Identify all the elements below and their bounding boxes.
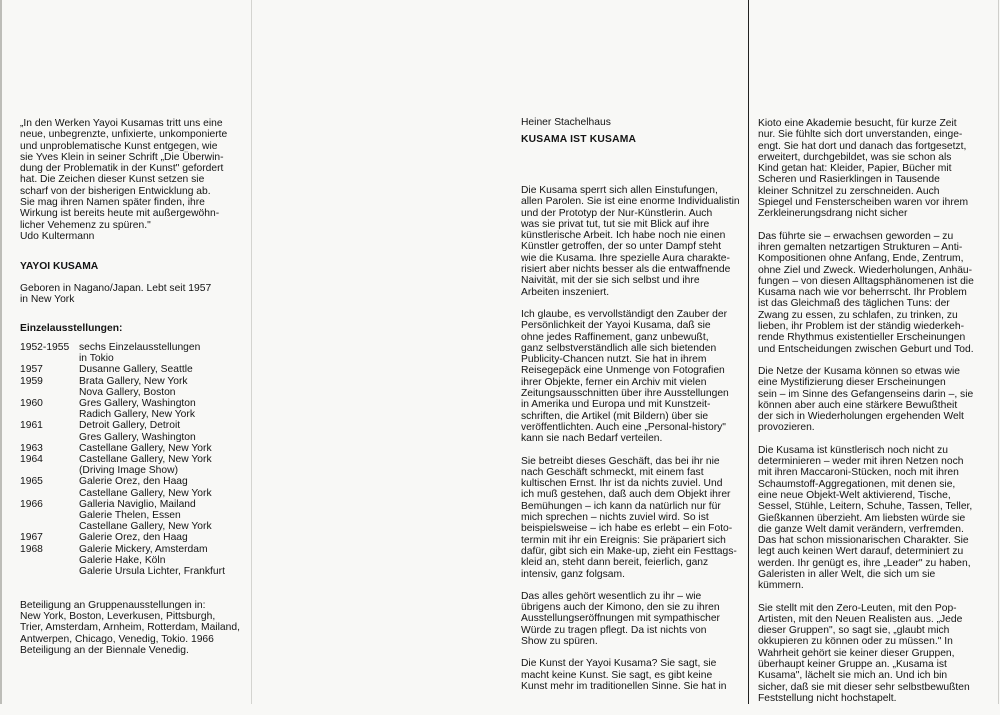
- exhibition-venues: Castellane Gallery, New York: [79, 442, 212, 454]
- artist-name-heading: YAYOI KUSAMA: [20, 261, 99, 272]
- essay-author: Heiner Stachelhaus: [521, 117, 611, 128]
- essay-paragraph: Sie betreibt dieses Geschäft, das bei ihr nie nach Geschäft schmeckt, mit einem fast kultischen Ernst. Ihr ist da nichts zuviel. Und ich muß gestehen, daß auch dem Objekt ihrer Bemühungen – ich kann da natürlich nur für mich sprechen – nichts zuviel wird. So ist beispielsweise – ich habe es erlebt – ein Foto- termin mit ihr ein Ereignis: Sie präpariert sich dafür, gibt sich ein Make-up, zieht ein Festtags- kleid an, steht dann bereit, feierlich, ganz intensiv, ganz folgsam.: [521, 455, 737, 580]
- exhibition-row: [20, 532, 255, 543]
- exhibition-year: 1963: [20, 442, 43, 454]
- exhibition-year: 1961: [20, 420, 43, 432]
- exhibition-year: 1968: [20, 543, 43, 555]
- exhibition-row: [20, 376, 255, 398]
- essay-paragraph: Das alles gehört wesentlich zu ihr – wie übrigens auch der Kimono, den sie zu ihren Ausstellungseröffnungen mit sympathischer Würde zu tragen pflegt. Da ist nichts von Show zu spüren.: [521, 590, 720, 647]
- exhibition-row: [20, 499, 255, 533]
- essay-paragraph: Die Kunst der Yayoi Kusama? Sie sagt, sie macht keine Kunst. Sie sagt, es gibt keine Kunst mehr im traditionellen Sinne. Sie hat in: [521, 658, 727, 692]
- exhibition-year: 1959: [20, 375, 43, 387]
- page-edge-right: [998, 0, 999, 704]
- exhibition-venues: Galerie Mickery, Amsterdam Galerie Hake, Köln Galerie Ursula Lichter, Frankfurt: [79, 543, 225, 578]
- essay-paragraph: Das führte sie – erwachsen geworden – zu ihren gemalten netzartigen Strukturen – Anti- Kompositionen ohne Anfang, Ende, Zentrum, ohne Ziel und Zweck. Wiederholungen, Anhäu- fungen – von diesen Alltagsphänomenen ist die Kusama nach wie vor beherrscht. Ihr Problem ist das Gleichmaß des täglichen Tuns: der Zwang zu essen, zu schlafen, zu trinken, zu lieben, ihr Problem ist der ständig wiederkeh- rende Rhythmus existentieller Erscheinungen und Entscheidungen zwischen Geburt und Tod.: [758, 230, 974, 355]
- exhibition-year: 1952-1955: [20, 342, 70, 353]
- essay-paragraph: Ich glaube, es vervollständigt den Zauber der Persönlichkeit der Yayoi Kusama, daß sie ohne jedes Raffinement, ganz unbewußt, ganz selbstverständlich alle sich bietenden Publicity-Chancen nutzt. Sie hat in ihrem Reisegepäck eine Unmenge von Fotografien ihrer Objekte, ferner ein Archiv mit vielen Zeitungsausschnitten über ihre Ausstellungen in Amerika und Europa und mit Kunstzeit- schriften, die Artikel (mit Bildern) über sie veröffentlichten. Auch eine „Personal-history" kann sie nach Bedarf verteilen.: [521, 308, 729, 445]
- quote-text: „In den Werken Yayoi Kusamas tritt uns eine neue, unbegrenzte, unfixierte, unkomponierte und unproblematische Kunst entgegen, wie sie Yves Klein in seiner Schrift „Die Überwin- dung der Problematik in der Kunst" gefordert hat. Die Zeichen dieser Kunst setzen sie scharf von der bisherigen Entwicklung ab. Sie mag ihren Namen später finden, ihre Wirkung ist bereits heute mit außergewöhn- licher Vehemenz zu spüren.": [20, 118, 228, 231]
- artist-bio: Geboren in Nagano/Japan. Lebt seit 1957 in New York: [20, 283, 212, 306]
- exhibition-row: [20, 544, 255, 578]
- exhibition-venues: Gres Gallery, Washington Radich Gallery, New York: [79, 398, 196, 421]
- exhibition-row: [20, 398, 255, 420]
- exhibition-row: [20, 364, 255, 375]
- exhibition-venues: sechs Einzelausstellungen in Tokio: [79, 342, 201, 365]
- essay-column-2: [758, 118, 990, 715]
- essay-column-1: [521, 185, 747, 703]
- quote-author: Udo Kultermann: [20, 230, 95, 242]
- exhibition-venues: Detroit Gallery, Detroit Gres Gallery, Washington: [79, 420, 196, 443]
- essay-paragraph: Die Kusama sperrt sich allen Einstufungen, allen Parolen. Sie ist eine enorme Individualistin und der Prototyp der Nur-Künstlerin. Auch was sie privat tut, tut sie mit Blick auf ihre künstlerische Arbeit. Ich habe noch nie einen Künstler getroffen, der so unter Dampf steht wie die Kusama. Ihre spezielle Aura charakte- risiert aber nichts besser als die entwaffnende Naivität, mit der sie sich selbst und ihre Arbeiten inszeniert.: [521, 185, 740, 298]
- exhibition-year: 1965: [20, 476, 43, 488]
- exhibition-venues: Dusanne Gallery, Seattle: [79, 364, 193, 376]
- exhibition-venues: Galerie Orez, den Haag Castellane Gallery, New York: [79, 476, 212, 499]
- column-divider-line: [748, 0, 749, 704]
- essay-title: KUSAMA IST KUSAMA: [521, 134, 637, 145]
- exhibition-row: [20, 342, 255, 364]
- exhibition-year: 1966: [20, 498, 43, 510]
- essay-paragraph: Die Netze der Kusama können so etwas wie eine Mystifizierung dieser Erscheinungen sein – im Sinne des Gefangenseins darin –, sie können aber auch eine stärkere Bewußtheit der sich in Wiederholungen ergehenden Welt provozieren.: [758, 365, 974, 434]
- essay-paragraph: Sie stellt mit den Zero-Leuten, mit den Pop- Artisten, mit den Neuen Realisten aus. „Jede dieser Gruppen", so sagt sie, „glaubt mich okkupieren zu können oder zu müssen." In Wahrheit gehört sie keiner dieser Gruppen, überhaupt keiner Gruppe an. „Kusama ist Kusama", lächelt sie mich an. Und ich bin sicher, daß sie mit dieser sehr selbstbewußten Feststellung nicht hochstapelt.: [758, 602, 970, 704]
- exhibition-venues: Castellane Gallery, New York (Driving Image Show): [79, 454, 212, 477]
- exhibition-venues: Galerie Orez, den Haag: [79, 532, 188, 544]
- exhibition-row: [20, 476, 255, 498]
- essay-paragraph: Kioto eine Akademie besucht, für kurze Zeit nur. Sie fühlte sich dort unverstanden, einge- engt. Sie hat dort und danach das fortgesetzt, erweitert, durchgebildet, was sie schon als Kind getan hat: Kleider, Papier, Bücher mit Scheren und Rasierklingen in Tausende kleiner Schnitzel zu zerschneiden. Auch Spiegel und Fensterscheiben waren vor ihrem Zerkleinerungsdrang nicht sicher: [758, 118, 969, 220]
- exhibition-venues: Brata Gallery, New York Nova Gallery, Boston: [79, 375, 188, 398]
- exhibition-venues: Galleria Naviglio, Mailand Galerie Thelen, Essen Castellane Gallery, New York: [79, 498, 212, 533]
- quote-block: [20, 118, 250, 242]
- solo-exhibitions-heading: Einzelausstellungen:: [20, 323, 123, 334]
- exhibition-row: [20, 420, 255, 442]
- essay-paragraph: Die Kusama ist künstlerisch noch nicht zu determinieren – weder mit ihren Netzen noch mit ihren Maccaroni-Stücken, noch mit ihren Schaumstoff-Aggregationen, mit denen sie, eine neue Objekt-Welt aktivierend, Tische, Sessel, Stühle, Leitern, Schuhe, Tassen, Teller, Gießkannen überzieht. Am liebsten würde sie die ganze Welt damit verändern, verfremden. Das hat schon missionarischen Charakter. Sie legt auch keinen Wert darauf, determiniert zu werden. Ihr genügt es, ihre „Leader" zu haben, Galeristen in aller Welt, die sich um sie kümmern.: [758, 444, 973, 592]
- exhibition-row: [20, 443, 255, 454]
- page-edge-left: [0, 0, 2, 704]
- exhibition-list: [20, 342, 255, 577]
- exhibition-year: 1967: [20, 532, 43, 544]
- exhibition-year: 1960: [20, 398, 43, 410]
- exhibition-year: 1957: [20, 364, 43, 376]
- group-exhibitions-text: Beteiligung an Gruppenausstellungen in: New York, Boston, Leverkusen, Pittsburgh, Trier, Amsterdam, Arnheim, Rotterdam, Mailand, Antwerpen, Chicago, Venedig, Tokio. 1966 Beteiligung an der Biennale Venedig.: [20, 600, 240, 656]
- exhibition-year: 1964: [20, 454, 43, 466]
- exhibition-row: [20, 454, 255, 476]
